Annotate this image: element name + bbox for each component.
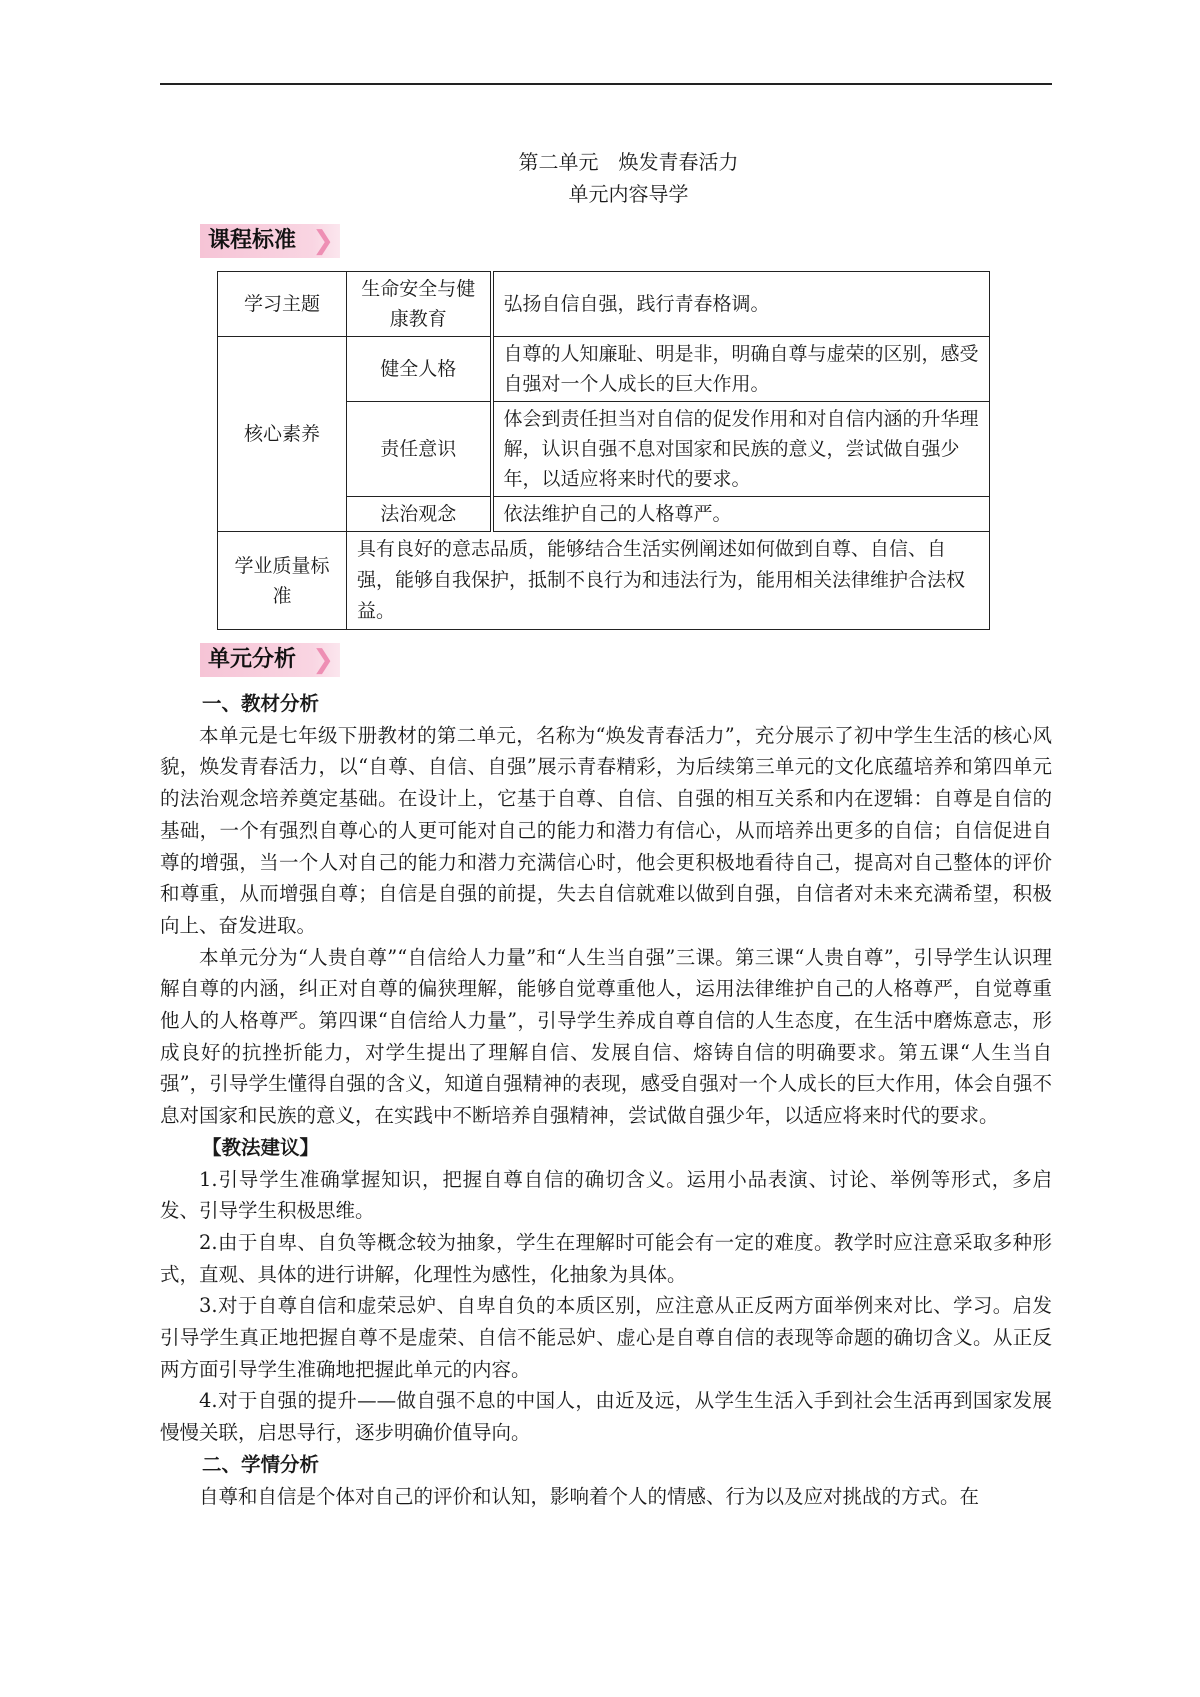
row-sublabel: 健全人格	[347, 337, 492, 402]
section-label: 单元分析	[208, 647, 297, 672]
header-rule	[160, 83, 1052, 85]
chevron-right-icon: ❯	[312, 645, 335, 675]
row-sublabel: 责任意识	[347, 402, 492, 497]
paragraph: 4.对于自强的提升——做自强不息的中国人，由近及远，从学生生活入手到社会生活再到国家发展慢慢关联，启思导行，逐步明确价值导向。	[160, 1389, 1052, 1445]
paragraph: 1.引导学生准确掌握知识，把握自尊自信的确切含义。运用小品表演、讨论、举例等形式，多启发、引导学生积极思维。	[160, 1167, 1052, 1223]
table-row	[218, 532, 990, 630]
row-label: 核心素养	[218, 337, 347, 532]
curriculum-standard-table	[217, 271, 990, 630]
table-cell: 体会到责任担当对自信的促发作用和对自信内涵的升华理解，认识自强不息对国家和民族的意义，尝试做自强少年，以适应将来时代的要求。	[492, 402, 990, 497]
table-row	[218, 272, 990, 337]
section-label: 课程标准	[208, 228, 297, 253]
section-badge-standard	[200, 224, 340, 258]
table-row	[218, 337, 990, 402]
unit-title: 第二单元 焕发青春活力	[518, 150, 739, 174]
table-cell: 自尊的人知廉耻、明是非，明确自尊与虚荣的区别，感受自强对一个人成长的巨大作用。	[492, 337, 990, 402]
section-badge-analysis	[200, 643, 340, 677]
paragraph: 自尊和自信是个体对自己的评价和认知，影响着个人的情感、行为以及应对挑战的方式。在	[199, 1484, 980, 1508]
paragraph: 2.由于自卑、自负等概念较为抽象，学生在理解时可能会有一定的难度。教学时应注意采取多种形式，直观、具体的进行讲解，化理性为感性，化抽象为具体。	[160, 1230, 1052, 1286]
subheading: 二、学情分析	[202, 1452, 320, 1476]
paragraph: 本单元是七年级下册教材的第二单元，名称为“焕发青春活力”，充分展示了初中学生生活的核心风貌，焕发青春活力，以“自尊、自信、自强”展示青春精彩，为后续第三单元的文化底蕴培养和第四单元的法治观念培养奠定基础。在设计上，它基于自尊、自信、自强的相互关系和内在逻辑：自尊是自信的基础，一个有强烈自尊心的人更可能对自己的能力和潜力有信心，从而培养出更多的自信；自信促进自尊的增强，当一个人对自己的能力和潜力充满信心时，他会更积极地看待自己，提高对自己整体的评价和尊重，从而增强自尊；自信是自强的前提，失去自信就难以做到自强，自信者对未来充满希望，积极向上、奋发进取。	[160, 723, 1052, 937]
row-sublabel: 生命安全与健康教育	[347, 272, 492, 337]
row-sublabel: 法治观念	[347, 497, 492, 532]
table-cell: 具有良好的意志品质，能够结合生活实例阐述如何做到自尊、自信、自强，能够自我保护，抵制不良行为和违法行为，能用相关法律维护合法权益。	[347, 532, 990, 630]
paragraph: 3.对于自尊自信和虚荣忌妒、自卑自负的本质区别，应注意从正反两方面举例来对比、学习。启发引导学生真正地把握自尊不是虚荣、自信不能忌妒、虚心是自尊自信的表现等命题的确切含义。从正反两方面引导学生准确地把握此单元的内容。	[160, 1294, 1052, 1381]
tips-heading: 【教法建议】	[202, 1135, 320, 1159]
unit-analysis-content	[160, 688, 1052, 1512]
table-cell: 弘扬自信自强，践行青春格调。	[492, 272, 990, 337]
table-cell: 依法维护自己的人格尊严。	[492, 497, 990, 532]
chevron-right-icon: ❯	[312, 226, 335, 256]
paragraph: 本单元分为“人贵自尊”“自信给人力量”和“人生当自强”三课。第三课“人贵自尊”，引导学生认识理解自尊的内涵，纠正对自尊的偏狭理解，能够自觉尊重他人，运用法律维护自己的人格尊严，自觉尊重他人的人格尊严。第四课“自信给人力量”，引导学生养成自尊自信的人生态度，在生活中磨炼意志，形成良好的抗挫折能力，对学生提出了理解自信、发展自信、熔铸自信的明确要求。第五课“人生当自强”，引导学生懂得自强的含义，知道自强精神的表现，感受自强对一个人成长的巨大作用，体会自强不息对国家和民族的意义，在实践中不断培养自强精神，尝试做自强少年，以适应将来时代的要求。	[160, 945, 1052, 1128]
subheading: 一、教材分析	[202, 692, 320, 715]
row-label: 学业质量标准	[218, 532, 347, 630]
unit-subtitle: 单元内容导学	[568, 182, 689, 206]
row-label: 学习主题	[218, 272, 347, 337]
